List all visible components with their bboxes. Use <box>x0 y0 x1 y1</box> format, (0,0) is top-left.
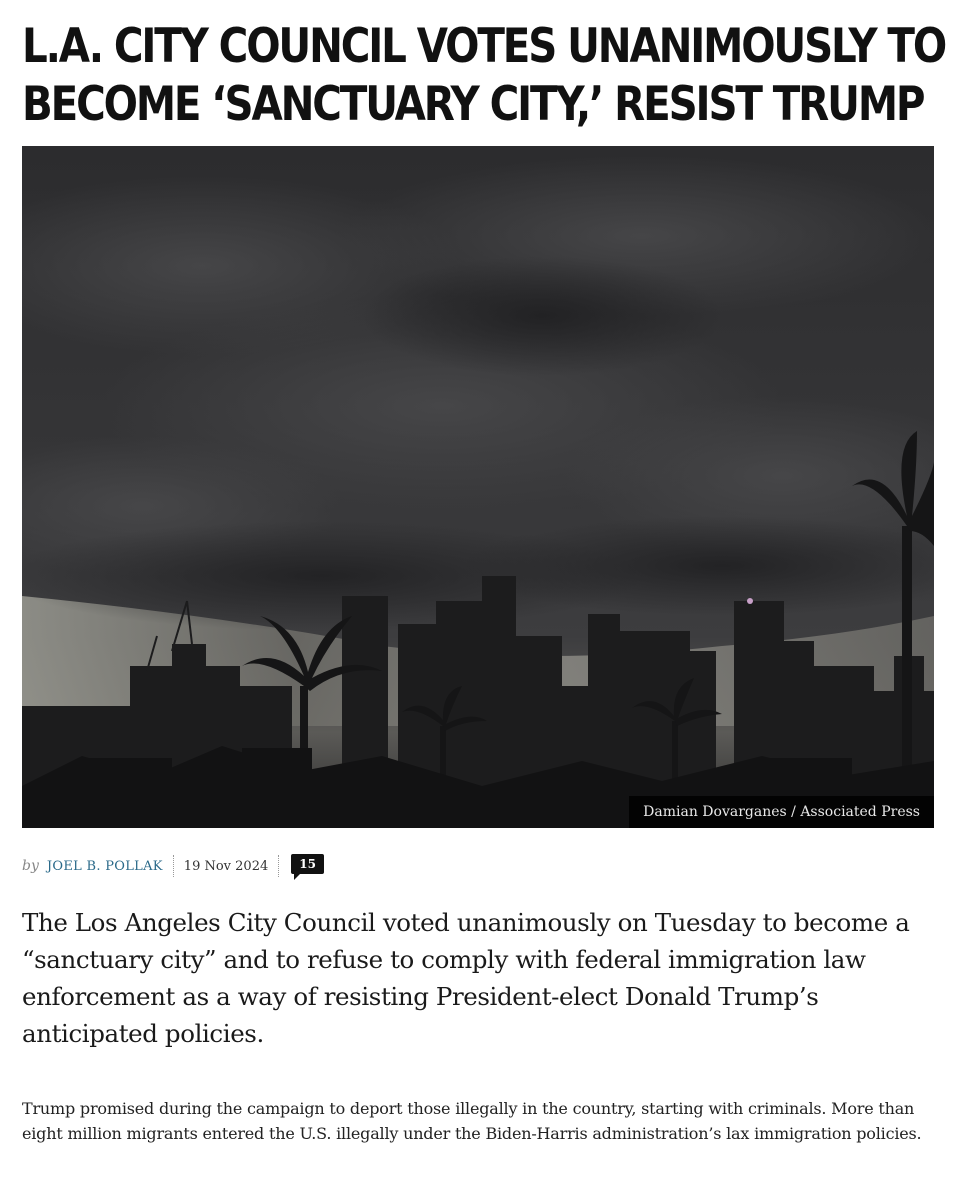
headline-line-1: L.A. CITY COUNCIL VOTES UNANIMOUSLY TO <box>22 19 946 74</box>
skyline-photo-illustration <box>22 146 934 828</box>
article-lede: The Los Angeles City Council voted unanimously on Tuesday to become a “sanctuary city” and to refuse to comply with federal immigration law enforcement as a way of resisting President-elect Donald Trump’s anticipated policies. <box>22 908 910 1048</box>
headline <box>22 18 946 134</box>
comment-bubble-icon[interactable] <box>291 854 324 874</box>
byline-prefix: by <box>22 858 39 874</box>
article-body-paragraph: Trump promised during the campaign to deport those illegally in the country, starting with criminals. More than eight million migrants entered the U.S. illegally under the Biden-Harris administration’s lax immigration policies. <box>22 1099 922 1143</box>
headline-line-2: BECOME ‘SANCTUARY CITY,’ RESIST TRUMP <box>22 77 924 132</box>
byline <box>22 852 324 880</box>
byline-divider <box>278 855 279 877</box>
publish-date: 19 Nov 2024 <box>183 858 269 874</box>
byline-divider <box>173 855 174 877</box>
photo-credit: Damian Dovarganes / Associated Press <box>629 796 934 828</box>
author-link[interactable]: JOEL B. POLLAK <box>46 858 163 874</box>
hero-photo <box>22 146 934 828</box>
comment-count: 15 <box>299 857 316 871</box>
